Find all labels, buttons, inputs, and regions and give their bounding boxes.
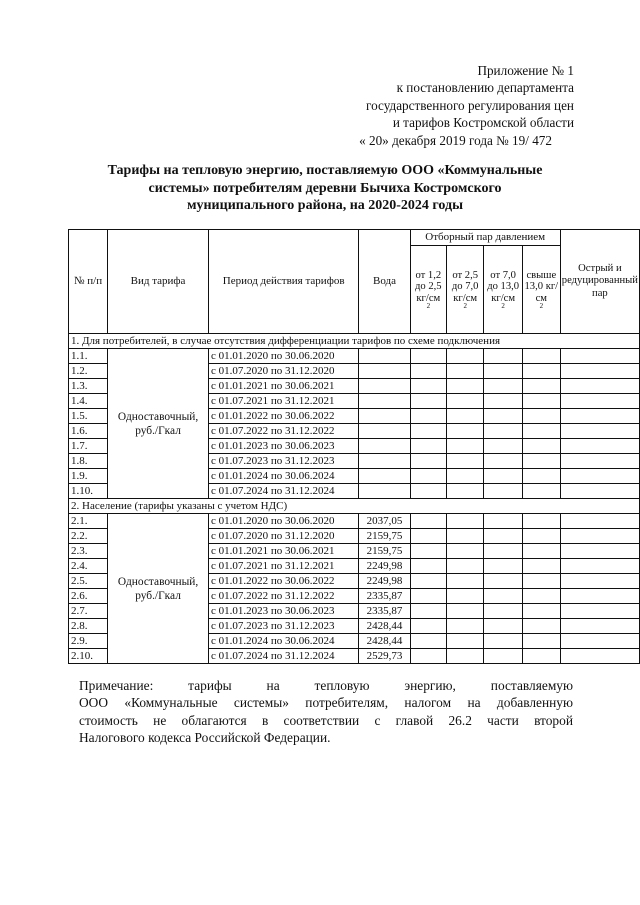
row-period: с 01.07.2024 по 31.12.2024: [208, 649, 358, 664]
row-steam-value: [560, 544, 639, 559]
row-water-value: [359, 424, 410, 439]
row-steam-value: [560, 409, 639, 424]
appendix-line: « 20» декабря 2019 года № 19/ 472: [359, 132, 552, 148]
row-water-value: 2159,75: [359, 529, 410, 544]
row-steam-value: [410, 349, 446, 364]
row-steam-value: [410, 484, 446, 499]
row-number: 1.6.: [69, 424, 108, 439]
row-steam-value: [447, 634, 484, 649]
row-steam-value: [484, 604, 523, 619]
row-steam-value: [522, 649, 560, 664]
appendix-line: и тарифов Костромской области: [392, 115, 574, 131]
row-water-value: [359, 394, 410, 409]
header-steam-label: от 7,0 до 13,0 кг/см: [487, 270, 520, 304]
header-steam-sup: 2: [501, 301, 505, 310]
row-steam-value: [484, 589, 523, 604]
header-period: Период действия тарифов: [208, 230, 358, 334]
row-steam-value: [484, 469, 523, 484]
row-steam-value: [447, 439, 484, 454]
row-steam-value: [410, 574, 446, 589]
row-water-value: [359, 454, 410, 469]
row-steam-value: [484, 364, 523, 379]
title-line: муниципального района, на 2020-2024 годы: [186, 198, 464, 214]
row-steam-value: [447, 514, 484, 529]
note-block: [79, 677, 573, 747]
row-steam-value: [522, 619, 560, 634]
row-steam-value: [522, 544, 560, 559]
row-steam-value: [447, 484, 484, 499]
header-steam-1: [410, 246, 446, 334]
row-water-value: [359, 484, 410, 499]
row-steam-value: [484, 514, 523, 529]
row-period: с 01.01.2020 по 30.06.2020: [208, 514, 358, 529]
row-steam-value: [522, 454, 560, 469]
note-line: стоимость не облагаются в соответствии с главой 26.2 части второй: [79, 712, 573, 728]
row-steam-value: [522, 469, 560, 484]
row-water-value: 2335,87: [359, 589, 410, 604]
row-number: 2.6.: [69, 589, 108, 604]
row-period: с 01.01.2023 по 30.06.2023: [208, 604, 358, 619]
row-steam-value: [522, 409, 560, 424]
row-steam-value: [522, 634, 560, 649]
row-steam-value: [484, 394, 523, 409]
row-steam-value: [410, 379, 446, 394]
header-steam-label: от 1,2 до 2,5 кг/см: [415, 270, 442, 304]
row-steam-value: [447, 589, 484, 604]
row-number: 1.7.: [69, 439, 108, 454]
row-steam-value: [560, 529, 639, 544]
row-steam-value: [560, 619, 639, 634]
row-steam-value: [560, 649, 639, 664]
row-period: с 01.01.2023 по 30.06.2023: [208, 439, 358, 454]
row-water-value: 2249,98: [359, 574, 410, 589]
row-steam-value: [560, 379, 639, 394]
row-steam-value: [447, 574, 484, 589]
row-steam-value: [410, 634, 446, 649]
row-steam-value: [522, 589, 560, 604]
row-period: с 01.01.2024 по 30.06.2024: [208, 469, 358, 484]
row-period: с 01.07.2023 по 31.12.2023: [208, 619, 358, 634]
row-steam-value: [522, 514, 560, 529]
row-period: с 01.07.2022 по 31.12.2022: [208, 424, 358, 439]
row-steam-value: [560, 394, 639, 409]
row-period: с 01.07.2021 по 31.12.2021: [208, 559, 358, 574]
row-steam-value: [484, 619, 523, 634]
row-steam-value: [560, 574, 639, 589]
row-water-value: 2428,44: [359, 634, 410, 649]
table-row: [69, 349, 640, 364]
row-steam-value: [560, 424, 639, 439]
row-steam-value: [522, 379, 560, 394]
row-steam-value: [522, 349, 560, 364]
row-steam-value: [410, 529, 446, 544]
header-steam-3: [484, 246, 523, 334]
row-steam-value: [484, 559, 523, 574]
row-number: 2.4.: [69, 559, 108, 574]
row-water-value: [359, 439, 410, 454]
row-steam-value: [410, 589, 446, 604]
row-number: 1.4.: [69, 394, 108, 409]
appendix-block: [320, 62, 574, 149]
row-period: с 01.07.2023 по 31.12.2023: [208, 454, 358, 469]
row-steam-value: [410, 439, 446, 454]
row-steam-value: [484, 379, 523, 394]
row-steam-value: [410, 469, 446, 484]
row-steam-value: [447, 619, 484, 634]
row-steam-value: [447, 454, 484, 469]
row-steam-value: [410, 559, 446, 574]
row-water-value: 2428,44: [359, 619, 410, 634]
row-steam-value: [522, 439, 560, 454]
row-number: 1.1.: [69, 349, 108, 364]
row-steam-value: [410, 619, 446, 634]
row-steam-value: [410, 604, 446, 619]
row-steam-value: [560, 634, 639, 649]
row-water-value: [359, 379, 410, 394]
row-steam-value: [410, 544, 446, 559]
row-number: 2.3.: [69, 544, 108, 559]
row-steam-value: [484, 634, 523, 649]
row-steam-value: [484, 454, 523, 469]
row-period: с 01.01.2021 по 30.06.2021: [208, 544, 358, 559]
header-steam-4: [522, 246, 560, 334]
header-num: № п/п: [69, 230, 108, 334]
appendix-line: к постановлению департамента: [396, 80, 574, 96]
row-number: 2.9.: [69, 634, 108, 649]
row-steam-value: [560, 604, 639, 619]
row-steam-value: [410, 514, 446, 529]
row-water-value: [359, 409, 410, 424]
row-steam-value: [522, 364, 560, 379]
title-line: Тарифы на тепловую энергию, поставляемую ООО «Коммунальные: [107, 163, 543, 178]
row-steam-value: [410, 409, 446, 424]
row-steam-value: [560, 484, 639, 499]
row-period: с 01.07.2020 по 31.12.2020: [208, 364, 358, 379]
row-period: с 01.01.2020 по 30.06.2020: [208, 349, 358, 364]
tariff-type: Одноставочный, руб./Гкал: [108, 514, 209, 664]
row-steam-value: [560, 589, 639, 604]
row-number: 2.8.: [69, 619, 108, 634]
row-water-value: [359, 469, 410, 484]
row-steam-value: [447, 349, 484, 364]
section-title: 1. Для потребителей, в случае отсутствия дифференциации тарифов по схеме подключения: [69, 334, 640, 349]
row-steam-value: [447, 529, 484, 544]
row-steam-value: [522, 424, 560, 439]
row-number: 1.8.: [69, 454, 108, 469]
row-number: 1.2.: [69, 364, 108, 379]
row-number: 1.9.: [69, 469, 108, 484]
row-period: с 01.07.2021 по 31.12.2021: [208, 394, 358, 409]
note-line: ООО «Коммунальные системы» потребителям, налогом на добавленную: [79, 695, 573, 711]
row-steam-value: [447, 544, 484, 559]
appendix-line: государственного регулирования цен: [366, 97, 574, 113]
row-number: 1.3.: [69, 379, 108, 394]
header-steam-group: Отборный пар давлением: [410, 230, 560, 246]
row-steam-value: [484, 529, 523, 544]
row-steam-value: [484, 544, 523, 559]
header-steam-2: [447, 246, 484, 334]
row-steam-value: [484, 439, 523, 454]
row-steam-value: [484, 649, 523, 664]
row-steam-value: [447, 424, 484, 439]
row-number: 1.5.: [69, 409, 108, 424]
row-water-value: [359, 349, 410, 364]
note-line: Налогового кодекса Российской Федерации.: [79, 730, 331, 746]
header-steam-sup: 2: [539, 301, 544, 310]
row-water-value: 2335,87: [359, 604, 410, 619]
row-steam-value: [560, 454, 639, 469]
row-steam-value: [560, 514, 639, 529]
row-steam-value: [522, 604, 560, 619]
header-steam-label: свыше 13,0 кг/см: [524, 270, 559, 304]
row-period: с 01.07.2020 по 31.12.2020: [208, 529, 358, 544]
header-steam-sup: 2: [426, 301, 431, 310]
row-period: с 01.01.2022 по 30.06.2022: [208, 574, 358, 589]
row-steam-value: [410, 394, 446, 409]
header-steam-label: от 2,5 до 7,0 кг/см: [451, 270, 479, 304]
row-steam-value: [447, 649, 484, 664]
row-steam-value: [560, 364, 639, 379]
row-number: 2.1.: [69, 514, 108, 529]
row-water-value: 2159,75: [359, 544, 410, 559]
row-steam-value: [447, 604, 484, 619]
document-title: [70, 162, 580, 215]
row-number: 2.2.: [69, 529, 108, 544]
row-water-value: 2037,05: [359, 514, 410, 529]
row-steam-value: [410, 649, 446, 664]
row-steam-value: [484, 349, 523, 364]
row-steam-value: [447, 409, 484, 424]
header-water: Вода: [359, 230, 410, 334]
row-water-value: [359, 364, 410, 379]
table-row: [69, 514, 640, 529]
header-type: Вид тарифа: [108, 230, 209, 334]
tariff-type: Одноставочный, руб./Гкал: [108, 349, 209, 499]
row-steam-value: [410, 364, 446, 379]
row-steam-value: [560, 469, 639, 484]
tariff-table: [68, 229, 640, 664]
row-steam-value: [560, 439, 639, 454]
row-period: с 01.07.2024 по 31.12.2024: [208, 484, 358, 499]
row-steam-value: [447, 364, 484, 379]
row-steam-value: [410, 424, 446, 439]
row-steam-value: [484, 424, 523, 439]
title-line: системы» потребителям деревни Бычиха Костромского: [148, 180, 502, 196]
row-number: 2.7.: [69, 604, 108, 619]
row-steam-value: [447, 379, 484, 394]
row-steam-value: [522, 574, 560, 589]
row-steam-value: [484, 574, 523, 589]
row-water-value: 2529,73: [359, 649, 410, 664]
row-steam-value: [522, 529, 560, 544]
header-steam-sup: 2: [463, 301, 467, 310]
section-title: 2. Население (тарифы указаны с учетом НДС): [69, 499, 640, 514]
header-sharp-steam: Острый и редуцированный пар: [560, 230, 639, 334]
row-period: с 01.07.2022 по 31.12.2022: [208, 589, 358, 604]
row-number: 2.5.: [69, 574, 108, 589]
row-steam-value: [484, 409, 523, 424]
row-water-value: 2249,98: [359, 559, 410, 574]
row-steam-value: [447, 559, 484, 574]
row-steam-value: [522, 559, 560, 574]
row-steam-value: [522, 394, 560, 409]
row-steam-value: [447, 469, 484, 484]
row-period: с 01.01.2024 по 30.06.2024: [208, 634, 358, 649]
row-steam-value: [484, 484, 523, 499]
row-steam-value: [447, 394, 484, 409]
row-number: 2.10.: [69, 649, 108, 664]
row-number: 1.10.: [69, 484, 108, 499]
row-steam-value: [560, 349, 639, 364]
row-steam-value: [560, 559, 639, 574]
row-steam-value: [522, 484, 560, 499]
note-line: Примечание: тарифы на тепловую энергию, поставляемую: [79, 678, 573, 693]
row-period: с 01.01.2022 по 30.06.2022: [208, 409, 358, 424]
appendix-line: Приложение № 1: [477, 63, 574, 78]
row-period: с 01.01.2021 по 30.06.2021: [208, 379, 358, 394]
row-steam-value: [410, 454, 446, 469]
